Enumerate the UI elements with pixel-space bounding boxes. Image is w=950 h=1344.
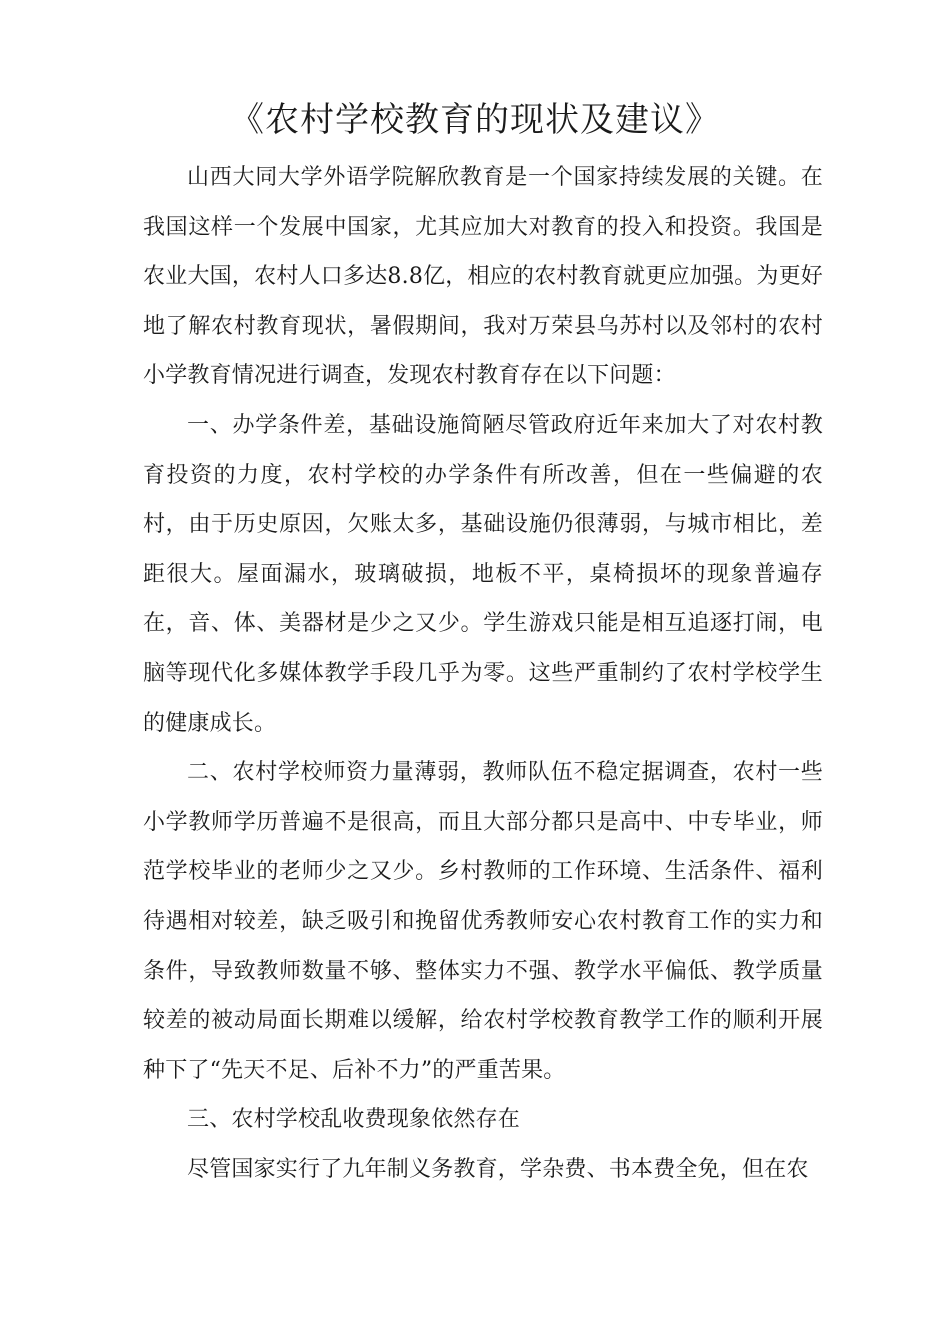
paragraph-section-1: 一、办学条件差，基础设施简陋尽管政府近年来加大了对农村教育投资的力度，农村学校的办学条件有所改善，但在一些偏避的农村，由于历史原因，欠账太多，基础设施仍很薄弱，与城市相比，差距很大。屋面漏水，玻璃破损，地板不平，桌椅损坏的现象普遍存在，音、体、美器材是少之又少。学生游戏只能是相互追逐打闹，电脑等现代化多媒体教学手段几乎为零。这些严重制约了农村学校学生的健康成长。 — [143, 412, 823, 736]
paragraph-section-2: 二、农村学校师资力量薄弱，教师队伍不稳定据调查，农村一些小学教师学历普遍不是很高，而且大部分都只是高中、中专毕业，师范学校毕业的老师少之又少。乡村教师的工作环境、生活条件、福利待遇相对较差，缺乏吸引和挽留优秀教师安心农村教育工作的实力和条件，导致教师数量不够、整体实力不强、教学水平偏低、教学质量较差的被动局面长期难以缓解，给农村学校教育教学工作的顺利开展种下了“先天不足、后补不力”的严重苦果。 — [143, 760, 823, 1083]
paragraph-section-3-heading: 三、农村学校乱收费现象依然存在 — [187, 1107, 521, 1133]
paragraph-intro: 山西大同大学外语学院解欣教育是一个国家持续发展的关键。在我国这样一个发展中国家，尤其应加大对教育的投入和投资。我国是农业大国，农村人口多达8.8亿，相应的农村教育就更应加强。为更好地了解农村教育现状，暑假期间，我对万荣县乌苏村以及邻村的农村小学教育情况进行调查，发现农村教育存在以下问题： — [143, 165, 823, 389]
document-title: 《农村学校教育的现状及建议》 — [230, 100, 720, 140]
document-body — [143, 153, 823, 1194]
paragraph-section-3-body: 尽管国家实行了九年制义务教育，学杂费、书本费全免，但在农 — [187, 1156, 809, 1182]
